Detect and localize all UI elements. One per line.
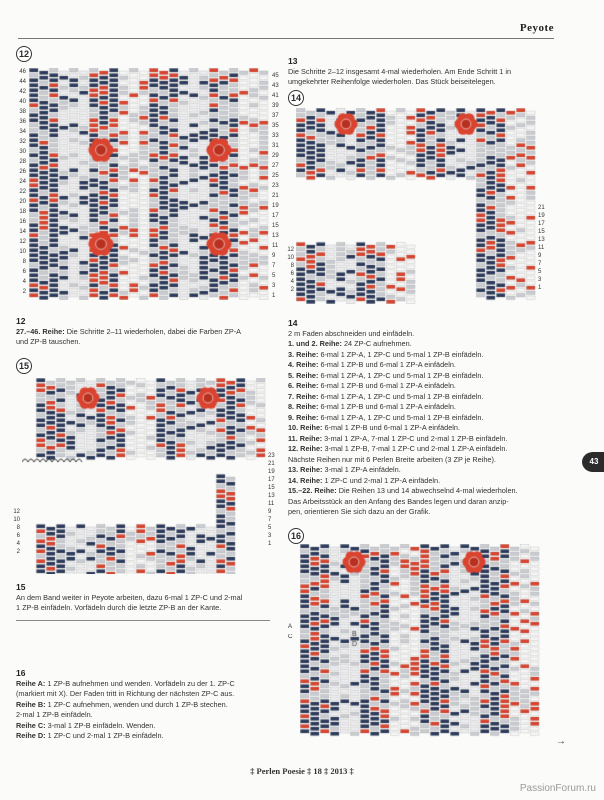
row-number: 29: [272, 153, 279, 159]
diagram-15: [14, 358, 282, 576]
row-number: 38: [19, 109, 26, 115]
row-number: 30: [19, 149, 26, 155]
diagram-14-row-numbers-right: [538, 204, 550, 292]
row-number: 28: [19, 159, 26, 165]
header-divider: [18, 38, 554, 39]
diagram-14: [284, 90, 556, 306]
row-number: 20: [19, 199, 26, 205]
row-number: 25: [272, 173, 279, 179]
row-number: 33: [272, 133, 279, 139]
row-number: 6: [22, 269, 26, 275]
row-number: 23: [272, 183, 279, 189]
step-16-number: 16: [16, 668, 26, 678]
row-number: 11: [272, 243, 279, 249]
row-number: 31: [272, 143, 279, 149]
row-text: 6-mal 1 ZP-A, 1 ZP-C und 5-mal 1 ZP-B einfädeln.: [318, 412, 484, 422]
step-13: [288, 56, 558, 88]
row-number: 4: [290, 279, 294, 285]
row-c-text: 3-mal 1 ZP-B einfädeln. Wenden.: [45, 720, 156, 730]
row-number: 12: [19, 239, 26, 245]
row-number: 3: [538, 277, 542, 283]
step-12-text-2: und ZP-B tauschen.: [16, 337, 81, 346]
row-number: 36: [19, 119, 26, 125]
row-number: 2: [16, 549, 20, 555]
row-number: 14: [19, 229, 26, 235]
row-number: 9: [272, 253, 276, 259]
row-number: 24: [19, 179, 26, 185]
row-number: 44: [19, 79, 26, 85]
step-13-number: 13: [288, 56, 298, 66]
row-label: 15.–22. Reihe:: [288, 486, 337, 495]
row-label: 7. Reihe:: [288, 391, 319, 401]
row-text: 3-mal 1 ZP-A einfädeln.: [322, 465, 401, 474]
row-number: 3: [268, 533, 272, 539]
row-text: 6-mal 1 ZP-A, 1 ZP-C und 5-mal 1 ZP-B einfädeln.: [318, 391, 484, 401]
diagram-14-bead-grid: [296, 108, 536, 304]
row-text: 6-mal 1 ZP-B und 6-mal 1 ZP-A einfädeln.: [322, 423, 460, 432]
row-number: 21: [538, 205, 545, 211]
row-number: 8: [22, 259, 26, 265]
row-label: 14. Reihe:: [288, 475, 323, 485]
row-number: 21: [268, 461, 275, 467]
row-number: 17: [272, 213, 279, 219]
row-number: 39: [272, 103, 279, 109]
row-number: 7: [538, 261, 542, 267]
row-number: 19: [268, 469, 275, 475]
row-number: 27: [272, 163, 279, 169]
row-number: 41: [272, 93, 279, 99]
step-15-line-1: An dem Band weiter in Peyote arbeiten, dazu 6-mal 1 ZP-C und 2-mal: [16, 592, 243, 602]
step-12-text: Die Schritte 2–11 wiederholen, dabei die Farben ZP-A: [64, 326, 241, 336]
row-number: 7: [268, 517, 272, 523]
step-14: [288, 318, 568, 518]
arrow-right-icon: →: [556, 736, 566, 747]
row-number: 15: [272, 223, 279, 229]
page-number-tab: 43: [582, 452, 604, 472]
row-number: 5: [268, 525, 272, 531]
row-number: 23: [268, 453, 275, 459]
row-number: 12: [13, 509, 20, 515]
row-a-label: Reihe A:: [16, 678, 46, 688]
row-text: Die Reihen 13 und 14 abwechselnd 4-mal wiederholen.: [336, 486, 518, 495]
watermark: PassionForum.ru: [519, 783, 596, 794]
row-b-label: Reihe B:: [16, 699, 46, 709]
row-a-text-2: (markiert mit X). Der Faden tritt in Richtung der nächsten ZP-C aus.: [16, 689, 235, 698]
diagram-12-row-numbers-left: [14, 68, 26, 298]
row-number: 15: [538, 229, 545, 235]
step-14-outro-1: Das Arbeitsstück an den Anfang des Bandes legen und daran anzip-: [288, 496, 509, 506]
step-16: [16, 668, 286, 742]
row-number: 4: [22, 279, 26, 285]
row-number: 8: [16, 525, 20, 531]
row-c-label: Reihe C:: [16, 720, 46, 730]
row-number: 8: [290, 263, 294, 269]
row-number: 2: [290, 287, 294, 293]
step-14-intro: 2 m Faden abschneiden und einfädeln.: [288, 328, 415, 338]
diagram-15-row-numbers-right: [268, 452, 280, 548]
diagram-12-badge: 12: [16, 46, 32, 62]
row-number: 7: [272, 263, 276, 269]
row-label: 6. Reihe:: [288, 381, 319, 390]
row-number: 2: [22, 289, 26, 295]
page-footer: ‡ Perlen Poesie ‡ 18 ‡ 2013 ‡: [250, 766, 354, 776]
step-13-line-2: umgekehrter Reihenfolge wiederholen. Das Stück beiseitelegen.: [288, 77, 496, 86]
step-14-outro-2: pen, orientieren Sie sich dazu an der Grafik.: [288, 507, 431, 516]
row-label: 13. Reihe:: [288, 465, 323, 474]
row-number: 3: [272, 283, 276, 289]
row-number: 17: [538, 221, 545, 227]
row-label: 9. Reihe:: [288, 412, 319, 422]
row-number: 21: [272, 193, 279, 199]
row-number: 17: [268, 477, 275, 483]
row-label: 3. Reihe:: [288, 349, 319, 359]
row-number: 19: [272, 203, 279, 209]
diagram-14-row-numbers-left: [282, 246, 294, 294]
row-d-text: 1 ZP-C und 2-mal 1 ZP-B einfädeln.: [45, 731, 164, 740]
section-title: Peyote: [519, 22, 554, 34]
divider: [16, 620, 270, 621]
diagram-12: [14, 46, 284, 302]
row-number: 42: [19, 89, 26, 95]
row-number: 11: [538, 245, 545, 251]
row-label: 5. Reihe:: [288, 370, 319, 380]
diagram-16-badge: 16: [288, 528, 304, 544]
diagram-15-bead-grid: [22, 378, 266, 574]
step-12-label: 27.–46. Reihe:: [16, 326, 65, 336]
row-number: 43: [272, 83, 279, 89]
row-number: 26: [19, 169, 26, 175]
row-number: 35: [272, 123, 279, 129]
row-letter-c: C: [288, 634, 293, 640]
row-label: 11. Reihe:: [288, 433, 323, 443]
row-text: 3-mal 1 ZP-B, 7-mal 1 ZP-C und 2-mal 1 ZP-A einfädeln.: [322, 444, 508, 453]
row-number: 4: [16, 541, 20, 547]
row-number: 6: [290, 271, 294, 277]
step-12-number: 12: [16, 316, 26, 326]
row-number: 15: [268, 485, 275, 491]
row-b-text: 1 ZP-C aufnehmen, wenden und durch 1 ZP-B stechen.: [45, 699, 228, 709]
row-number: 46: [19, 69, 26, 75]
row-label: 4. Reihe:: [288, 360, 319, 369]
row-number: 12: [287, 247, 294, 253]
row-label: 8. Reihe:: [288, 402, 319, 411]
diagram-15-badge: 15: [16, 358, 32, 374]
row-number: 1: [272, 293, 276, 299]
row-letter-a: A: [288, 624, 293, 630]
row-number: 5: [538, 269, 542, 275]
step-14-number: 14: [288, 318, 298, 328]
row-number: 32: [19, 139, 26, 145]
row-number: 40: [19, 99, 26, 105]
row-label: 1. und 2. Reihe:: [288, 339, 342, 348]
diagram-14-badge: 14: [288, 90, 304, 106]
row-number: 16: [19, 219, 26, 225]
row-text: 3-mal 1 ZP-A, 7-mal 1 ZP-C und 2-mal 1 ZP-B einfädeln.: [322, 433, 508, 443]
step-12: [16, 316, 276, 348]
row-text: 1 ZP-C und 2-mal 1 ZP-A einfädeln.: [322, 475, 441, 485]
row-number: 10: [13, 517, 20, 523]
row-number: 13: [272, 233, 279, 239]
row-text: 6-mal 1 ZP-A, 1 ZP-C und 5-mal 1 ZP-B einfädeln.: [318, 349, 484, 359]
row-number: 37: [272, 113, 279, 119]
row-number: 10: [19, 249, 26, 255]
row-b-text-2: 2-mal 1 ZP-B einfädeln.: [16, 710, 93, 719]
row-number: 9: [268, 509, 272, 515]
row-number: 45: [272, 73, 279, 79]
row-number: 1: [268, 541, 272, 547]
row-number: 18: [19, 209, 26, 215]
row-number: 1: [538, 285, 542, 291]
row-d-label: Reihe D:: [16, 731, 46, 740]
row-number: 13: [268, 493, 275, 499]
diagram-16: [284, 528, 554, 740]
row-number: 5: [272, 273, 276, 279]
row-number: 11: [268, 501, 275, 507]
row-text: 6-mal 1 ZP-B und 6-mal 1 ZP-A einfädeln.: [318, 360, 456, 369]
step-15-line-2: 1 ZP-B einfädeln. Vorfädeln durch die letzte ZP-B an der Kante.: [16, 603, 222, 612]
row-text: 6-mal 1 ZP-A, 1 ZP-C und 5-mal 1 ZP-B einfädeln.: [318, 370, 484, 380]
step-15: [16, 582, 278, 614]
row-number: 34: [19, 129, 26, 135]
row-text: 6-mal 1 ZP-B und 6-mal 1 ZP-A einfädeln.: [318, 402, 456, 411]
diagram-16-bead-grid: [300, 544, 550, 740]
row-text: 24 ZP-C aufnehmen.: [341, 339, 412, 348]
step-13-line-1: Die Schritte 2–12 insgesamt 4-mal wiederholen. Am Ende Schritt 1 in: [288, 66, 512, 76]
row-a-text: 1 ZP-B aufnehmen und wenden. Vorfädeln zu der 1. ZP-C: [45, 678, 235, 688]
step-15-number: 15: [16, 582, 26, 592]
diagram-15-row-numbers-left: [8, 508, 20, 556]
row-label: 10. Reihe:: [288, 423, 323, 432]
row-text: 6-mal 1 ZP-B und 6-mal 1 ZP-A einfädeln.: [318, 381, 456, 390]
row-number: 6: [16, 533, 20, 539]
step-14-note: Nächste Reihen nur mit 6 Perlen Breite arbeiten (3 ZP je Reihe).: [288, 454, 496, 464]
row-number: 10: [287, 255, 294, 261]
row-number: 13: [538, 237, 545, 243]
row-number: 9: [538, 253, 542, 259]
row-label: 12. Reihe:: [288, 444, 323, 453]
row-number: 19: [538, 213, 545, 219]
row-number: 22: [19, 189, 26, 195]
